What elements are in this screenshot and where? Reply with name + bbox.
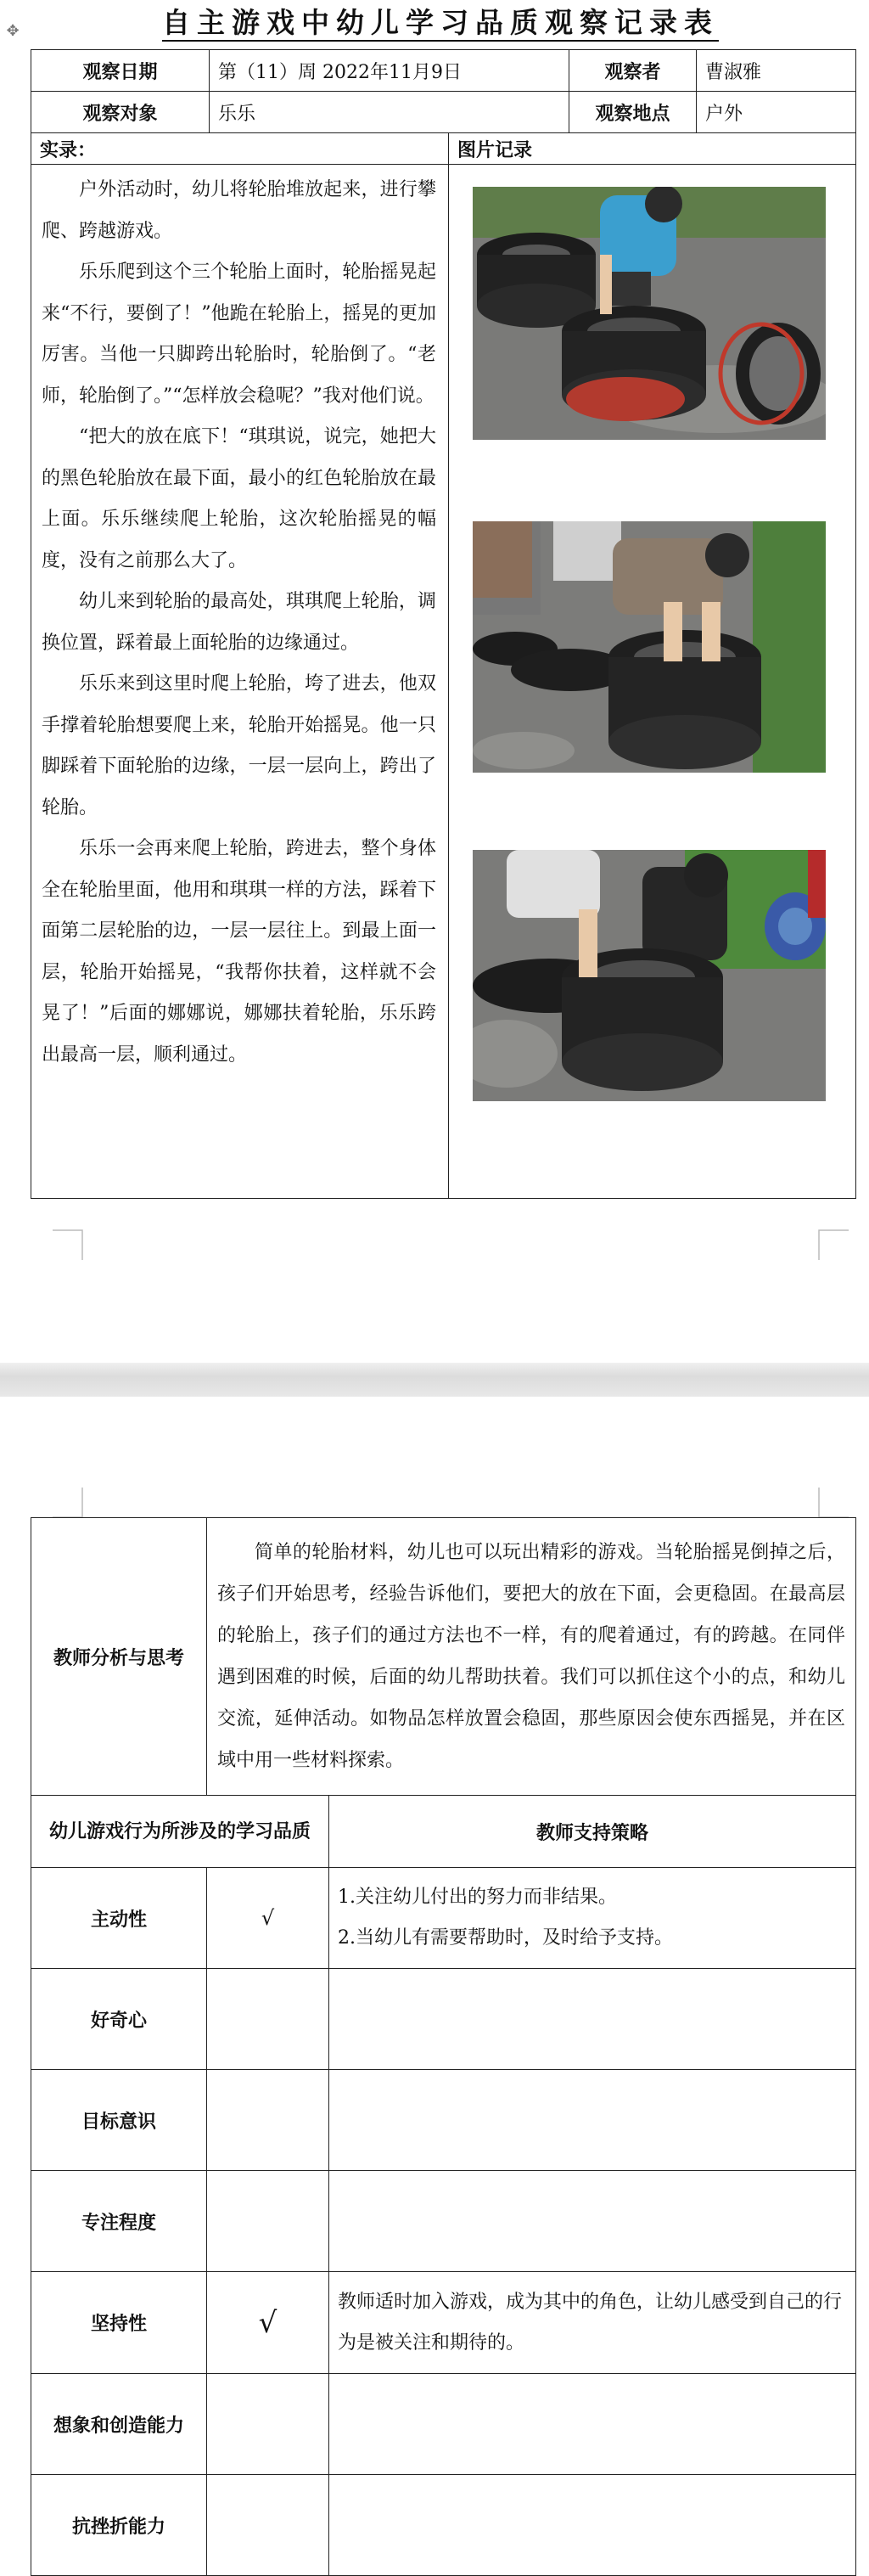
header-table [31,49,856,133]
quality-name: 好奇心 [31,1969,207,2070]
narrative-label: 实录： [31,133,449,165]
strategy-header-label: 教师支持策略 [329,1796,856,1868]
photo-children-climbing-tires-2[interactable] [473,521,826,773]
strategy-line: 教师适时加入游戏，成为其中的角色，让幼儿感受到自己的行为是被关注和期待的。 [338,2291,843,2354]
date-value: 第（11）周 2022年11月9日 [210,50,569,92]
strategy-cell [329,1868,856,1969]
analysis-cell [207,1518,856,1796]
location-label: 观察地点 [569,92,697,133]
strategy-cell [329,2272,856,2374]
narrative-paragraph: 幼儿来到轮胎的最高处，琪琪爬上轮胎，调换位置，踩着最上面轮胎的边缘通过。 [42,591,436,654]
strategy-line: 1.关注幼儿付出的努力而非结果。 [338,1887,618,1908]
strategy-cell [329,1969,856,2070]
check-mark: √ [207,2272,329,2374]
subject-value: 乐乐 [210,92,569,133]
check-mark [207,1969,329,2070]
strategy-cell [329,2070,856,2171]
quality-table [31,1795,856,2576]
page-corner-mark-left [53,1229,83,1260]
check-mark: √ [207,1868,329,1969]
analysis-table [31,1517,856,1796]
record-table [31,132,856,1199]
location-value: 户外 [697,92,856,133]
narrative-paragraph: “把大的放在底下！“琪琪说，说完，她把大的黑色轮胎放在最下面，最小的红色轮胎放在最上面。乐乐继续爬上轮胎，这次轮胎摇晃的幅度，没有之前那么大了。 [42,426,436,571]
observer-label: 观察者 [569,50,697,92]
photo-children-climbing-tires-3[interactable] [473,850,826,1101]
check-mark [207,2070,329,2171]
date-label: 观察日期 [31,50,210,92]
strategy-cell [329,2171,856,2272]
analysis-label: 教师分析与思考 [31,1518,207,1796]
photo-cell [449,165,856,1199]
analysis-text: 简单的轮胎材料，幼儿也可以玩出精彩的游戏。当轮胎摇晃倒掉之后，孩子们开始思考，经验告诉他们，要把大的放在下面，会更稳固。在最高层的轮胎上，孩子们的通过方法也不一样，有的爬着通过，有的跨越。在同伴遇到困难的时候，后面的幼儿帮助扶着。我们可以抓住这个小的点，和幼儿交流，延伸活动。如物品怎样放置会稳固，那些原因会使东西摇晃，并在区域中用一些材料探索。 [217,1542,845,1771]
subject-label: 观察对象 [31,92,210,133]
check-mark [207,2374,329,2475]
strategy-line: 2.当幼儿有需要帮助时，及时给予支持。 [338,1927,674,1949]
quality-name: 抗挫折能力 [31,2475,207,2576]
page-corner-mark-right-2 [818,1488,849,1518]
photo-children-climbing-tires-1[interactable] [473,187,826,440]
page-corner-mark-left-2 [53,1488,83,1518]
table-move-handle-icon[interactable]: ✥ [6,22,20,40]
strategy-cell [329,2374,856,2475]
narrative-paragraph: 户外活动时，幼儿将轮胎堆放起来，进行攀爬、跨越游戏。 [42,179,436,242]
narrative-paragraph: 乐乐来到这里时爬上轮胎，垮了进去，他双手撑着轮胎想要爬上来，轮胎开始摇晃。他一只脚踩着下面轮胎的边缘，一层一层向上，跨出了轮胎。 [42,673,436,818]
strategy-cell [329,2475,856,2576]
observer-value: 曹淑雅 [697,50,856,92]
quality-header-label: 幼儿游戏行为所涉及的学习品质 [31,1796,329,1868]
narrative-paragraph: 乐乐爬到这个三个轮胎上面时，轮胎摇晃起来“不行，要倒了！”他跪在轮胎上，摇晃的更加厉害。当他一只脚跨出轮胎时，轮胎倒了。“老师，轮胎倒了。”“怎样放会稳呢？”我对他们说。 [42,262,436,407]
quality-name: 专注程度 [31,2171,207,2272]
narrative-paragraph: 乐乐一会再来爬上轮胎，跨进去，整个身体全在轮胎里面，他用和琪琪一样的方法，踩着下面第二层轮胎的边，一层一层往上。到最上面一层，轮胎开始摇晃，“我帮你扶着，这样就不会晃了！”后面的娜娜说，娜娜扶着轮胎，乐乐跨出最高一层，顺利通过。 [42,838,436,1066]
quality-name: 目标意识 [31,2070,207,2171]
check-mark [207,2475,329,2576]
quality-name: 主动性 [31,1868,207,1969]
quality-name: 想象和创造能力 [31,2374,207,2475]
check-mark [207,2171,329,2272]
page-gap [0,1363,869,1397]
photos-label: 图片记录 [449,133,856,165]
form-title: 自主游戏中幼儿学习品质观察记录表 [31,3,850,42]
quality-name: 坚持性 [31,2272,207,2374]
narrative-text [31,165,449,1199]
page-corner-mark-right [818,1229,849,1260]
